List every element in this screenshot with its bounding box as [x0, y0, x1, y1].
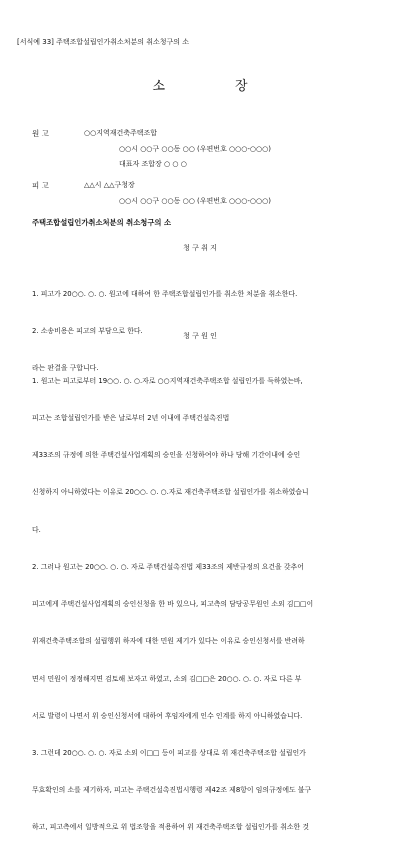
claim-heading: 청 구 취 지	[183, 244, 217, 252]
cause-line: 피고는 조합설립인가를 받은 날로부터 2년 이내에 주택건설촉진법	[32, 414, 230, 423]
title-left-char: 소	[152, 79, 165, 94]
cause-line: 3. 그런데 20○○. ○. ○. 자로 소외 이□□ 등이 피고를 상대로 위 재건축주택조합 설립인가	[32, 749, 306, 757]
claim-line: 2. 소송비용은 피고의 부담으로 한다.	[32, 327, 143, 336]
cause-line: 서로 발령이 나면서 위 승인신청서에 대하여 후임자에게 인수 인계를 하지 아니하였습니다.	[32, 711, 303, 720]
cause-heading: 청 구 원 인	[183, 332, 217, 340]
cause-line: 제33조의 규정에 의한 주택건설사업계획의 승인을 신청하여야 하나 당해 기간이내에 승인	[32, 451, 301, 460]
case-title: 주택조합설립인가취소처분의 취소청구의 소	[32, 218, 172, 227]
cause-body	[32, 350, 372, 859]
document-title	[0, 75, 400, 94]
form-number: [서식예 33] 주택조합설립인가취소처분의 취소청구의 소	[17, 38, 190, 46]
cause-line: 신청하지 아니하였다는 이유로 20○○. ○. ○.자로 재건축주택조합 설립인가를 취소하였습니	[32, 488, 309, 497]
cause-line: 2. 그러나 원고는 20○○. ○. ○. 자로 주택건설촉진법 제33조의 제반규정의 요건을 갖추어	[32, 562, 304, 571]
claim-line: 1. 피고가 20○○. ○. ○. 원고에 대하여 한 주택조합설립인가를 취소한 처분을 취소한다.	[32, 289, 298, 298]
plaintiff-representative: 대표자 조합장 ○ ○ ○	[119, 160, 187, 168]
plaintiff-label: 원 고	[32, 129, 49, 138]
cause-line: 위재건축주택조합의 설립행위 하자에 대한 민원 제기가 있다는 이유로 승인신청서를 반려하	[32, 637, 305, 646]
cause-line: 무효확인의 소를 제기하자, 피고는 주택건설촉진법시행령 제42조 제8항이 임의규정에도 불구	[32, 786, 312, 795]
title-right-char: 장	[235, 79, 248, 94]
claim-line: 라는 판결을 구합니다.	[32, 364, 99, 373]
cause-line: 하고, 피고측에서 일방적으로 위 법조항을 적용하여 위 재건축주택조합 설립인가를 취소한 것	[32, 823, 310, 832]
defendant-name: △△시 △△구청장	[84, 181, 135, 189]
defendant-label: 피 고	[32, 181, 49, 190]
plaintiff-name: ○○지역재건축주택조합	[84, 129, 158, 137]
defendant-address: ○○시 ○○구 ○○동 ○○ (우편번호 ○○○-○○○)	[119, 197, 271, 205]
cause-line: 다.	[32, 525, 41, 534]
plaintiff-address: ○○시 ○○구 ○○동 ○○ (우편번호 ○○○-○○○)	[119, 145, 271, 153]
cause-line: 1. 원고는 피고로부터 19○○. ○. ○.자로 ○○지역재건축주택조합 설립인가를 득하였는바,	[32, 376, 303, 385]
cause-line: 피고에게 주택건설사업계획의 승인신청을 한 바 있으나, 피고측의 담당공무원인 소외 김□□이	[32, 600, 314, 609]
cause-line: 면서 민원이 정정해지면 검토해 보자고 하였고, 소외 김□□은 20○○. ○. ○. 자로 다른 부	[32, 674, 302, 683]
